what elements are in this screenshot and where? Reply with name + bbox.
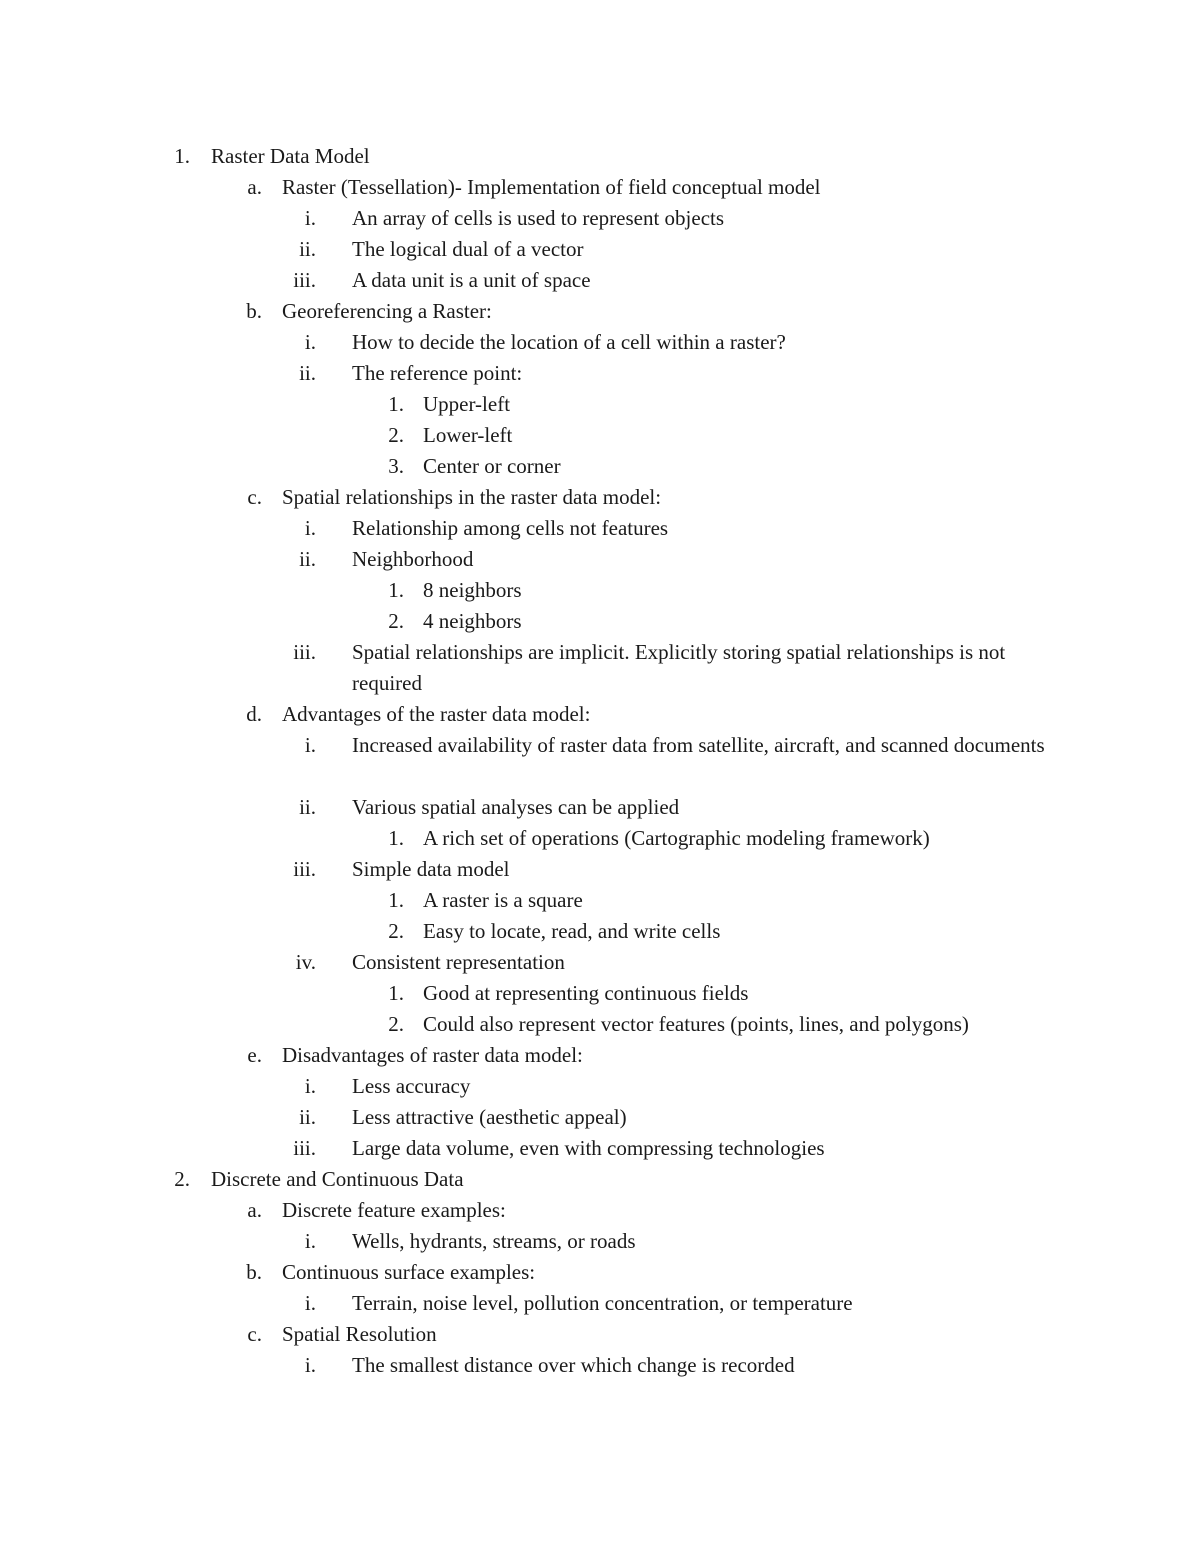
list-marker: i. — [304, 733, 316, 757]
list-marker: d. — [246, 702, 262, 726]
list-marker: ii. — [299, 547, 316, 571]
list-marker: iii. — [293, 857, 316, 881]
list-marker: 1. — [388, 578, 404, 602]
outline-item-level-3 — [0, 1288, 1200, 1319]
list-marker: iv. — [295, 950, 316, 974]
list-marker: i. — [304, 1229, 316, 1253]
outline-item-level-2 — [0, 1257, 1200, 1288]
list-marker: 2. — [174, 1167, 190, 1191]
outline-item-level-3 — [0, 327, 1200, 358]
list-marker: ii. — [299, 361, 316, 385]
outline-item-level-3 — [0, 947, 1200, 978]
outline-item-level-4 — [0, 420, 1200, 451]
list-item-text: Consistent representation — [352, 950, 565, 974]
list-item-text: Various spatial analyses can be applied — [352, 795, 680, 819]
outline-item-level-3 — [0, 1102, 1200, 1133]
outline-item-level-4 — [0, 575, 1200, 606]
list-marker: b. — [246, 1260, 262, 1284]
outline-item-level-3 — [0, 854, 1200, 885]
outline-item-level-3 — [0, 513, 1200, 544]
outline-item-level-3 — [0, 730, 1200, 792]
list-item-text: The reference point: — [352, 361, 523, 385]
list-marker: c. — [247, 485, 262, 509]
list-item-text: Raster Data Model — [211, 144, 370, 168]
list-item-text: Discrete and Continuous Data — [211, 1167, 464, 1191]
outline-item-level-3 — [0, 1071, 1200, 1102]
outline-item-level-4 — [0, 1009, 1200, 1040]
list-marker: a. — [247, 175, 262, 199]
list-item-text: Raster (Tessellation)- Implementation of field conceptual model — [282, 175, 821, 199]
list-item-text: The logical dual of a vector — [352, 237, 584, 261]
list-item-text: Spatial relationships in the raster data model: — [282, 485, 662, 509]
list-item-text: Terrain, noise level, pollution concentration, or temperature — [352, 1291, 853, 1315]
outline-item-level-2 — [0, 482, 1200, 513]
outline-list — [0, 141, 1200, 1381]
list-item-text: Good at representing continuous fields — [423, 981, 749, 1005]
list-marker: i. — [304, 1291, 316, 1315]
outline-item-level-4 — [0, 451, 1200, 482]
outline-item-level-2 — [0, 172, 1200, 203]
outline-item-level-2 — [0, 296, 1200, 327]
outline-item-level-3 — [0, 544, 1200, 575]
outline-item-level-2 — [0, 1040, 1200, 1071]
outline-item-level-3 — [0, 203, 1200, 234]
list-marker: b. — [246, 299, 262, 323]
list-marker: a. — [247, 1198, 262, 1222]
list-item-text: Simple data model — [352, 857, 510, 881]
list-item-text: Upper-left — [423, 392, 511, 416]
outline-item-level-2 — [0, 1319, 1200, 1350]
list-marker: iii. — [293, 640, 316, 664]
outline-item-level-4 — [0, 389, 1200, 420]
outline-item-level-3 — [0, 234, 1200, 265]
list-marker: 2. — [388, 423, 404, 447]
list-marker: ii. — [299, 237, 316, 261]
outline-item-level-3 — [0, 792, 1200, 823]
outline-item-level-4 — [0, 916, 1200, 947]
outline-item-level-3 — [0, 637, 1200, 699]
list-item-text: A data unit is a unit of space — [352, 268, 591, 292]
list-item-text: Spatial Resolution — [282, 1322, 437, 1346]
outline-item-level-2 — [0, 1195, 1200, 1226]
list-marker: i. — [304, 206, 316, 230]
list-marker: 1. — [388, 888, 404, 912]
list-item-text: Wells, hydrants, streams, or roads — [352, 1229, 636, 1253]
outline-item-level-3 — [0, 1133, 1200, 1164]
outline-item-level-4 — [0, 885, 1200, 916]
list-marker: iii. — [293, 268, 316, 292]
outline-item-level-4 — [0, 606, 1200, 637]
list-marker: ii. — [299, 1105, 316, 1129]
list-item-text: An array of cells is used to represent objects — [352, 206, 725, 230]
list-item-text: 8 neighbors — [423, 578, 522, 602]
list-item-text: Neighborhood — [352, 547, 474, 571]
list-marker: 2. — [388, 1012, 404, 1036]
list-item-text: How to decide the location of a cell within a raster? — [352, 330, 786, 354]
list-item-text: Relationship among cells not features — [352, 516, 669, 540]
outline-item-level-1 — [0, 141, 1200, 172]
list-marker: iii. — [293, 1136, 316, 1160]
outline-item-level-3 — [0, 265, 1200, 296]
outline-item-level-4 — [0, 823, 1200, 854]
list-item-text: Large data volume, even with compressing technologies — [352, 1136, 825, 1160]
list-marker: i. — [304, 1074, 316, 1098]
list-marker: 1. — [388, 981, 404, 1005]
list-marker: i. — [304, 330, 316, 354]
list-item-text: Georeferencing a Raster: — [282, 299, 492, 323]
outline-item-level-4 — [0, 978, 1200, 1009]
list-marker: 3. — [388, 454, 404, 478]
list-marker: 1. — [388, 826, 404, 850]
list-item-text: 4 neighbors — [423, 609, 522, 633]
list-item-text: Less accuracy — [352, 1074, 471, 1098]
list-item-text: Spatial relationships are implicit. Explicitly storing spatial relationships is not required — [352, 640, 1006, 695]
outline-item-level-1 — [0, 1164, 1200, 1195]
list-marker: i. — [304, 516, 316, 540]
list-item-text: The smallest distance over which change is recorded — [352, 1353, 795, 1377]
list-item-text: Lower-left — [423, 423, 513, 447]
outline-item-level-3 — [0, 1350, 1200, 1381]
list-item-text: Discrete feature examples: — [282, 1198, 506, 1222]
list-marker: 2. — [388, 609, 404, 633]
list-marker: c. — [247, 1322, 262, 1346]
outline-item-level-3 — [0, 358, 1200, 389]
list-marker: i. — [304, 1353, 316, 1377]
list-item-text: Advantages of the raster data model: — [282, 702, 591, 726]
list-marker: 2. — [388, 919, 404, 943]
list-marker: 1. — [388, 392, 404, 416]
list-item-text: Increased availability of raster data from satellite, aircraft, and scanned documents — [352, 733, 1045, 757]
list-item-text: Continuous surface examples: — [282, 1260, 536, 1284]
outline-item-level-2 — [0, 699, 1200, 730]
list-item-text: Easy to locate, read, and write cells — [423, 919, 721, 943]
list-item-text: Could also represent vector features (points, lines, and polygons) — [423, 1012, 969, 1036]
list-item-text: Disadvantages of raster data model: — [282, 1043, 583, 1067]
outline-item-level-3 — [0, 1226, 1200, 1257]
list-marker: ii. — [299, 795, 316, 819]
list-marker: 1. — [174, 144, 190, 168]
list-marker: e. — [247, 1043, 262, 1067]
list-item-text: A rich set of operations (Cartographic modeling framework) — [423, 826, 930, 850]
list-item-text: A raster is a square — [423, 888, 583, 912]
list-item-text: Less attractive (aesthetic appeal) — [352, 1105, 627, 1129]
list-item-text: Center or corner — [423, 454, 561, 478]
